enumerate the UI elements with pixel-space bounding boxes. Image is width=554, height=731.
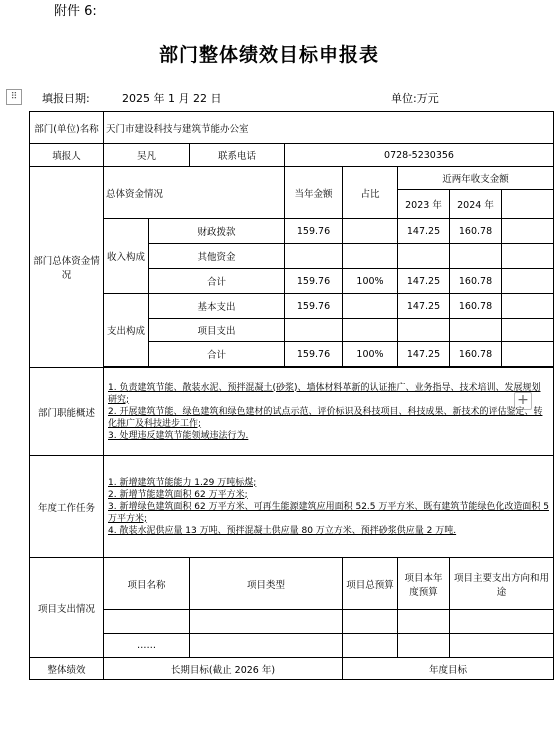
expense-current[interactable] (285, 319, 343, 342)
task-item: 1. 新增建筑节能能力 1.29 万吨标煤; (108, 477, 257, 488)
income-row-label: 合计 (149, 269, 285, 294)
expense-ratio[interactable] (343, 319, 398, 342)
duties-label: 部门职能概述 (30, 368, 104, 456)
project-total-cell[interactable] (343, 634, 398, 658)
projects-label: 项目支出情况 (30, 558, 104, 658)
year-2023-header: 2023 年 (398, 190, 450, 219)
phone-value[interactable]: 0728-5230356 (285, 144, 554, 167)
filler-value[interactable]: 吴凡 (104, 144, 190, 167)
task-item: 3. 新增绿色建筑面积 62 万平方米、可再生能源建筑应用面积 52.5 万平方米、既有建筑节能绿色化改造面积 5 万平方米; (108, 501, 549, 524)
expense-row-label: 基本支出 (149, 294, 285, 319)
income-row-label: 财政拨款 (149, 219, 285, 244)
fill-date-label: 填报日期: (42, 92, 90, 105)
duty-item: 1. 负责建筑节能、散装水泥、预拌混凝土(砂浆)、墙体材料革新的认证推广、业务指导、技术培训、发展规划研究; (108, 382, 541, 405)
add-column-icon[interactable]: + (514, 392, 532, 410)
performance-label: 整体绩效 (30, 658, 104, 680)
long-term-goal-header: 长期目标(截止 2026 年) (104, 658, 343, 680)
expense-ratio[interactable]: 100% (343, 342, 398, 367)
income-2023[interactable] (398, 244, 450, 269)
duties-content[interactable] (104, 368, 554, 456)
income-2024[interactable] (450, 244, 502, 269)
income-ratio[interactable] (343, 244, 398, 269)
fill-date: 2025 年 1 月 22 日 (122, 92, 222, 105)
current-amount-header: 当年金额 (285, 167, 343, 219)
expense-2024[interactable]: 160.78 (450, 294, 502, 319)
funds-group-label: 部门总体资金情况 (30, 167, 104, 368)
expense-2023[interactable]: 147.25 (398, 294, 450, 319)
table-move-handle-icon[interactable]: ⠿ (6, 89, 22, 105)
income-ratio[interactable] (343, 219, 398, 244)
project-ellipsis: …… (104, 634, 190, 658)
expense-2024[interactable] (450, 319, 502, 342)
project-type-header: 项目类型 (190, 558, 343, 610)
expense-current[interactable]: 159.76 (285, 342, 343, 367)
expense-ratio[interactable] (343, 294, 398, 319)
recent-years-header: 近两年收支金额 (398, 167, 554, 190)
unit-label: 单位:万元 (391, 92, 439, 105)
expense-current[interactable]: 159.76 (285, 294, 343, 319)
project-name-header: 项目名称 (104, 558, 190, 610)
expense-row-label: 合计 (149, 342, 285, 367)
expense-row-label: 项目支出 (149, 319, 285, 342)
project-total-cell[interactable] (343, 610, 398, 634)
dept-name-label: 部门(单位)名称 (30, 112, 104, 144)
income-current[interactable] (285, 244, 343, 269)
income-2024[interactable]: 160.78 (450, 219, 502, 244)
project-year-cell[interactable] (398, 610, 450, 634)
project-name-cell[interactable] (104, 610, 190, 634)
filler-label: 填报人 (30, 144, 104, 167)
project-year-budget-header: 项目本年度预算 (398, 558, 450, 610)
project-usage-header: 项目主要支出方向和用途 (450, 558, 554, 610)
expense-2023[interactable] (398, 319, 450, 342)
project-year-cell[interactable] (398, 634, 450, 658)
phone-label: 联系电话 (190, 144, 285, 167)
ratio-header: 占比 (343, 167, 398, 219)
duty-item: 2. 开展建筑节能、绿色建筑和绿色建材的试点示范、评价标识及科技项目、科技成果、新技术的评估鉴定、转化推广及科技进步工作; (108, 406, 543, 429)
project-usage-cell[interactable] (450, 610, 554, 634)
income-2024[interactable]: 160.78 (450, 269, 502, 294)
annual-goal-header: 年度目标 (343, 658, 554, 680)
task-item: 2. 新增节能建筑面积 62 万平方米; (108, 489, 248, 500)
page-title: 部门整体绩效目标申报表 (158, 44, 379, 66)
dept-name-value[interactable]: 天门市建设科技与建筑节能办公室 (104, 112, 554, 144)
attachment-label: 附件 6: (54, 4, 97, 19)
income-current[interactable]: 159.76 (285, 219, 343, 244)
project-type-cell[interactable] (190, 610, 343, 634)
income-2023[interactable]: 147.25 (398, 219, 450, 244)
overall-funds-label: 总体资金情况 (104, 167, 285, 219)
income-label: 收入构成 (104, 219, 149, 294)
year-2024-header: 2024 年 (450, 190, 502, 219)
project-usage-cell[interactable] (450, 634, 554, 658)
tasks-label: 年度工作任务 (30, 456, 104, 558)
project-total-budget-header: 项目总预算 (343, 558, 398, 610)
duty-item: 3. 处理违反建筑节能领域违法行为. (108, 430, 249, 441)
project-type-cell[interactable] (190, 634, 343, 658)
expense-2023[interactable]: 147.25 (398, 342, 450, 367)
task-item: 4. 散装水泥供应量 13 万吨、预拌混凝土供应量 80 万立方米、预拌砂浆供应量 2 万吨. (108, 525, 457, 536)
expense-label: 支出构成 (104, 294, 149, 367)
income-current[interactable]: 159.76 (285, 269, 343, 294)
income-2023[interactable]: 147.25 (398, 269, 450, 294)
tasks-content[interactable] (104, 456, 554, 558)
income-row-label: 其他资金 (149, 244, 285, 269)
income-ratio[interactable]: 100% (343, 269, 398, 294)
performance-form-table (29, 111, 554, 680)
expense-2024[interactable]: 160.78 (450, 342, 502, 367)
